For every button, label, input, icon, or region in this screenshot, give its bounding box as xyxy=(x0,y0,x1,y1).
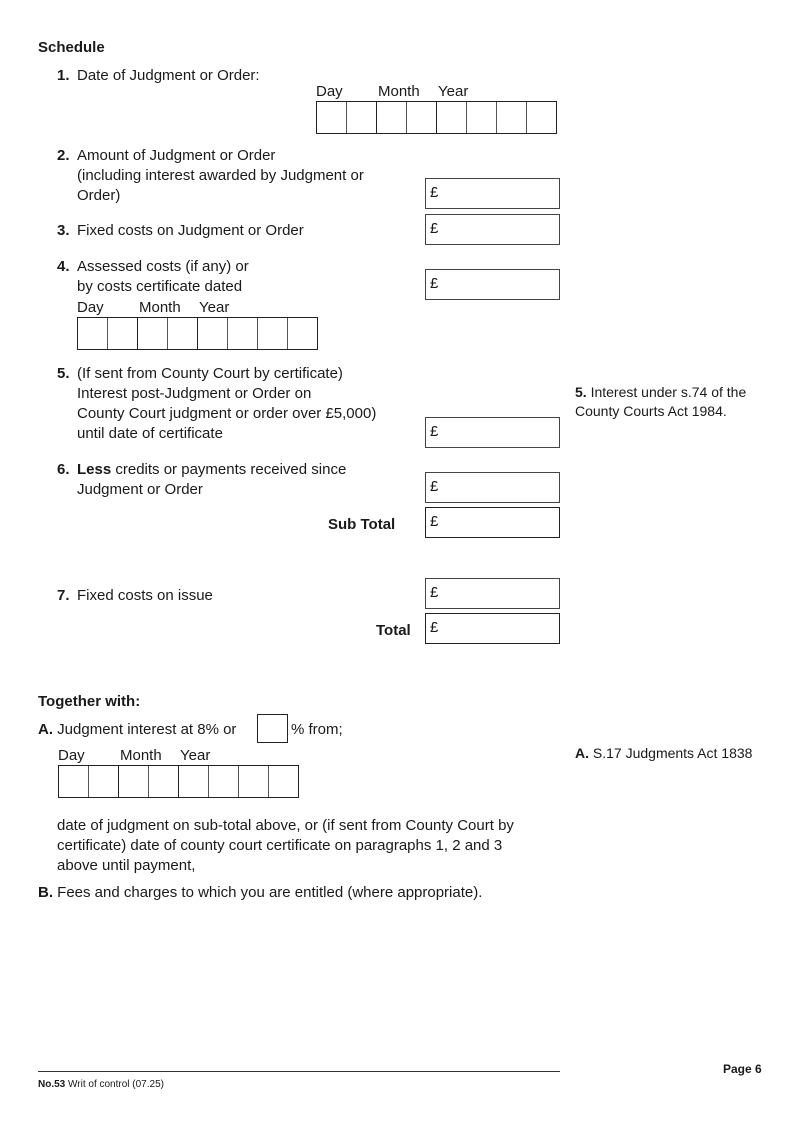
together-b-number: B. xyxy=(38,884,53,901)
year-digit-3[interactable] xyxy=(258,318,288,349)
item-6-amount-input[interactable] xyxy=(442,475,558,501)
together-a-number: A. xyxy=(38,721,53,738)
item-6-number: 6. xyxy=(57,461,70,478)
day-label: Day xyxy=(58,747,85,764)
day-label: Day xyxy=(316,83,343,100)
year-digit-1[interactable] xyxy=(437,102,467,133)
item-5-amount-field[interactable] xyxy=(425,417,560,448)
month-digit-2[interactable] xyxy=(149,766,179,797)
month-label: Month xyxy=(378,83,420,100)
pound-sign: £ xyxy=(430,184,439,201)
pound-sign: £ xyxy=(430,423,439,440)
day-digit-2[interactable] xyxy=(347,102,377,133)
day-digit-1[interactable] xyxy=(59,766,89,797)
together-a-date-labels xyxy=(58,747,308,765)
pound-sign: £ xyxy=(430,619,439,636)
pound-sign: £ xyxy=(430,478,439,495)
side-note-5-text: Interest under s.74 of the County Courts Act 1984. xyxy=(575,384,747,419)
year-digit-4[interactable] xyxy=(288,318,317,349)
item-1-label: Date of Judgment or Order: xyxy=(77,67,260,84)
item-1-number: 1. xyxy=(57,67,70,84)
total-field[interactable] xyxy=(425,613,560,644)
side-note-a-text: S.17 Judgments Act 1838 xyxy=(589,745,753,761)
day-label: Day xyxy=(77,299,104,316)
month-digit-2[interactable] xyxy=(407,102,437,133)
item-7-number: 7. xyxy=(57,587,70,604)
item-6-label-line2: Judgment or Order xyxy=(77,481,203,498)
item-3-amount-field[interactable] xyxy=(425,214,560,245)
together-a-description: date of judgment on sub-total above, or (if sent from County Court by certificate) date of county court certificate on paragraphs 1, 2 and 3 above until payment, xyxy=(57,817,514,874)
side-note-5 xyxy=(575,364,746,421)
year-digit-1[interactable] xyxy=(179,766,209,797)
year-label: Year xyxy=(438,83,469,100)
together-heading: Together with: xyxy=(38,693,141,710)
item-7-amount-input[interactable] xyxy=(442,581,558,607)
schedule-heading: Schedule xyxy=(38,39,105,56)
total-label: Total xyxy=(376,622,411,639)
month-digit-1[interactable] xyxy=(138,318,168,349)
item-2-label: Amount of Judgment or Order (including interest awarded by Judgment or Order) xyxy=(77,147,364,204)
item-5-label: (If sent from County Court by certificate) Interest post-Judgment or Order on County Court judgment or order over £5,000) until date of certificate xyxy=(77,365,377,442)
item-4-amount-input[interactable] xyxy=(442,272,558,298)
item-3-label: Fixed costs on Judgment or Order xyxy=(77,222,304,239)
year-digit-2[interactable] xyxy=(467,102,497,133)
together-a-line xyxy=(38,720,236,740)
month-digit-1[interactable] xyxy=(377,102,407,133)
pound-sign: £ xyxy=(430,584,439,601)
item-4-label: Assessed costs (if any) or by costs certificate dated xyxy=(77,258,249,295)
item-4-date-boxes[interactable] xyxy=(77,317,318,350)
side-note-a-number: A. xyxy=(575,745,589,761)
subtotal-field[interactable] xyxy=(425,507,560,538)
together-a-suffix: % from; xyxy=(291,721,343,738)
pound-sign: £ xyxy=(430,220,439,237)
item-3-number: 3. xyxy=(57,222,70,239)
year-digit-4[interactable] xyxy=(527,102,556,133)
day-digit-1[interactable] xyxy=(78,318,108,349)
subtotal-input[interactable] xyxy=(442,510,558,536)
item-4-number: 4. xyxy=(57,258,70,275)
item-2-number: 2. xyxy=(57,147,70,164)
month-digit-2[interactable] xyxy=(168,318,198,349)
item-6-less: Less xyxy=(77,461,112,478)
together-a-text: Judgment interest at 8% or xyxy=(53,721,237,738)
item-5-amount-input[interactable] xyxy=(442,420,558,446)
item-6-text: credits or payments received since xyxy=(111,461,347,478)
month-label: Month xyxy=(120,747,162,764)
item-7-amount-field[interactable] xyxy=(425,578,560,609)
item-2-amount-input[interactable] xyxy=(442,181,558,207)
item-1-date-labels xyxy=(316,83,566,101)
year-digit-4[interactable] xyxy=(269,766,298,797)
together-a-date-boxes[interactable] xyxy=(58,765,299,798)
day-digit-1[interactable] xyxy=(317,102,347,133)
together-b-line xyxy=(38,883,482,903)
total-input[interactable] xyxy=(442,616,558,642)
item-1-date-boxes[interactable] xyxy=(316,101,557,134)
item-6-label xyxy=(77,460,346,480)
side-note-a xyxy=(575,725,752,763)
year-digit-3[interactable] xyxy=(497,102,527,133)
year-label: Year xyxy=(180,747,211,764)
interest-percent-box[interactable] xyxy=(257,714,288,743)
side-note-5-number: 5. xyxy=(575,384,587,400)
form-title: Writ of control (07.25) xyxy=(65,1079,164,1090)
day-digit-2[interactable] xyxy=(108,318,138,349)
day-digit-2[interactable] xyxy=(89,766,119,797)
item-4-date-labels xyxy=(77,299,327,317)
pound-sign: £ xyxy=(430,275,439,292)
page-number: Page 6 xyxy=(723,1062,762,1076)
subtotal-label: Sub Total xyxy=(328,516,396,533)
item-5-number: 5. xyxy=(57,365,70,382)
item-2-amount-field[interactable] xyxy=(425,178,560,209)
item-7-label: Fixed costs on issue xyxy=(77,587,213,604)
year-digit-1[interactable] xyxy=(198,318,228,349)
year-digit-2[interactable] xyxy=(209,766,239,797)
form-reference xyxy=(38,1078,164,1091)
together-b-text: Fees and charges to which you are entitled (where appropriate). xyxy=(53,884,483,901)
year-digit-2[interactable] xyxy=(228,318,258,349)
footer-rule xyxy=(38,1071,560,1072)
item-3-amount-input[interactable] xyxy=(442,217,558,243)
year-label: Year xyxy=(199,299,230,316)
month-label: Month xyxy=(139,299,181,316)
month-digit-1[interactable] xyxy=(119,766,149,797)
year-digit-3[interactable] xyxy=(239,766,269,797)
form-number: No.53 xyxy=(38,1079,66,1090)
pound-sign: £ xyxy=(430,513,439,530)
item-4-amount-field[interactable] xyxy=(425,269,560,300)
item-6-amount-field[interactable] xyxy=(425,472,560,503)
